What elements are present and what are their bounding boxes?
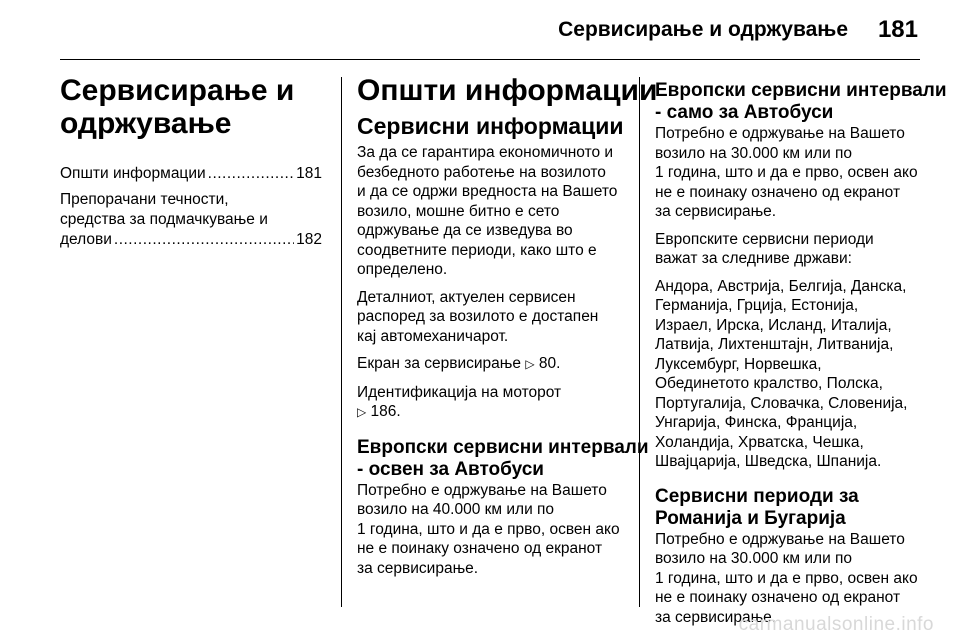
text-line: 1 година, што и да е прво, освен ако	[655, 164, 918, 181]
text-line: Швајцарија, Шведска, Шпанија.	[655, 453, 882, 470]
toc-entry-page: 182	[296, 231, 322, 248]
column-divider-2	[639, 77, 640, 607]
text-line: Потребно е одржување на Вашето	[357, 481, 607, 499]
text-line: важат за следниве држави:	[655, 250, 852, 267]
text-line: определено.	[357, 261, 448, 278]
text-line: безбедното работење на возилото	[357, 163, 606, 181]
chapter-title-line-2: одржување	[60, 107, 232, 140]
subsection-title-line-2: Романија и Бугарија	[655, 507, 846, 529]
subsection-title-line-1: Европски сервисни интервали	[655, 80, 947, 101]
text-line: Потребно е одржување на Вашето	[655, 530, 905, 548]
page-number: 181	[877, 16, 918, 43]
paragraph-maintenance-intro	[357, 143, 625, 280]
column-3	[655, 80, 947, 635]
text-line: Обединетото кралство, Полска,	[655, 375, 883, 392]
column-2	[357, 74, 658, 586]
subsection-title-line-1: Европски сервисни интервали	[357, 436, 649, 458]
subsection-title-service-info: Сервисни информации	[357, 113, 624, 139]
text-line: Германија, Грција, Естонија,	[655, 297, 859, 314]
page-header	[0, 0, 960, 58]
toc-entry-recommended-fluids[interactable]	[60, 190, 322, 250]
table-of-contents	[60, 164, 322, 250]
subsection-title-line-1: Сервисни периоди за	[655, 485, 859, 507]
ref-page-link[interactable]: 80.	[538, 355, 561, 372]
subsection-title-line-2: - само за Автобуси	[655, 102, 834, 123]
text-line: кај автомеханичарот.	[357, 327, 509, 345]
text-line: не е поинаку означено од екранот	[655, 589, 901, 606]
text-line: Израел, Ирска, Исланд, Италија,	[655, 316, 892, 334]
header-divider	[60, 59, 920, 60]
text-line: 1 година, што и да е прво, освен ако	[655, 569, 918, 587]
text-line: за сервисирање.	[357, 559, 479, 577]
column-divider-1	[341, 77, 342, 607]
ref-page-link[interactable]: 186.	[370, 403, 401, 420]
text-line: не е поинаку означено од екранот	[655, 183, 901, 201]
text-line: возило, мошне битно е сето	[357, 202, 560, 220]
text-line: Европските сервисни периоди	[655, 230, 874, 248]
text-line: Идентификација на моторот	[357, 383, 562, 401]
section-title: Општи информации	[357, 74, 658, 107]
paragraph-countries-intro	[655, 230, 925, 269]
subsection-title-romania-bulgaria	[655, 486, 925, 530]
paragraph-engine-id-ref	[357, 383, 625, 423]
text-line: Холандија, Хрватска, Чешка,	[655, 433, 864, 451]
paragraph-country-list	[655, 277, 925, 472]
arrow-ref-icon: ▷	[357, 405, 367, 419]
chapter-title	[60, 74, 322, 140]
text-line: Унгарија, Финска, Франција,	[655, 414, 858, 431]
text-line: одржување да се изведува во	[357, 222, 573, 239]
toc-entry-label-line-3: делови	[60, 231, 112, 248]
toc-entry-page: 181	[296, 165, 322, 182]
toc-entry-label-line-1: Препорачани течности,	[60, 191, 229, 208]
column-1	[60, 74, 322, 256]
text-line: За да се гарантира економичното и	[357, 144, 614, 161]
text-line: Португалија, Словачка, Словенија,	[655, 394, 908, 412]
chapter-title-line-1: Сервисирање и	[60, 74, 295, 107]
toc-entry-label: Општи информации	[60, 165, 206, 182]
toc-entry-last-line	[60, 230, 322, 250]
text-line: за сервисирање.	[655, 203, 777, 220]
text-line: 1 година, што и да е прво, освен ако	[357, 520, 620, 538]
paragraph-romania-bulgaria-intervals	[655, 530, 925, 628]
subsection-title-line-2: - освен за Автобуси	[357, 458, 544, 480]
toc-entry-label-line-2: средства за подмачкување и	[60, 211, 268, 228]
text-line: возило на 30.000 км или по	[655, 550, 853, 567]
paragraph-service-schedule	[357, 288, 625, 347]
toc-leader-dots	[208, 164, 294, 184]
text-line: соодветните периоди, како што е	[357, 241, 597, 259]
text-line: не е поинаку означено од екранот	[357, 540, 603, 557]
paragraph-service-display-ref	[357, 354, 625, 375]
text-line: Деталниот, актуелен сервисен	[357, 288, 576, 306]
arrow-ref-icon: ▷	[525, 357, 535, 371]
text-line: за сервисирање.	[655, 608, 777, 626]
text-line	[357, 402, 625, 423]
text-line: Латвија, Лихтенштајн, Литванија,	[655, 336, 894, 353]
watermark: carmanualsonline.info	[738, 614, 934, 635]
text-line: и да се одржи вредноста на Вашето	[357, 183, 618, 200]
ref-text: Екран за сервисирање	[357, 355, 522, 372]
text-line: возило на 40.000 км или по	[357, 501, 555, 518]
paragraph-european-intervals	[357, 481, 625, 579]
subsection-title-european-intervals	[357, 436, 649, 481]
toc-leader-dots	[114, 230, 294, 250]
paragraph-bus-intervals	[655, 124, 925, 222]
text-line	[357, 354, 625, 375]
header-title: Сервисирање и одржување	[558, 18, 848, 41]
text-line: Андора, Австрија, Белгија, Данска,	[655, 277, 907, 295]
text-line: возило на 30.000 км или по	[655, 144, 853, 162]
text-line: Потребно е одржување на Вашето	[655, 125, 905, 142]
toc-entry-general-info[interactable]	[60, 164, 322, 184]
text-line: Луксембург, Норвешка,	[655, 355, 822, 373]
subsection-title-european-intervals-buses	[655, 80, 947, 124]
text-line: распоред за возилото е достапен	[357, 308, 599, 325]
